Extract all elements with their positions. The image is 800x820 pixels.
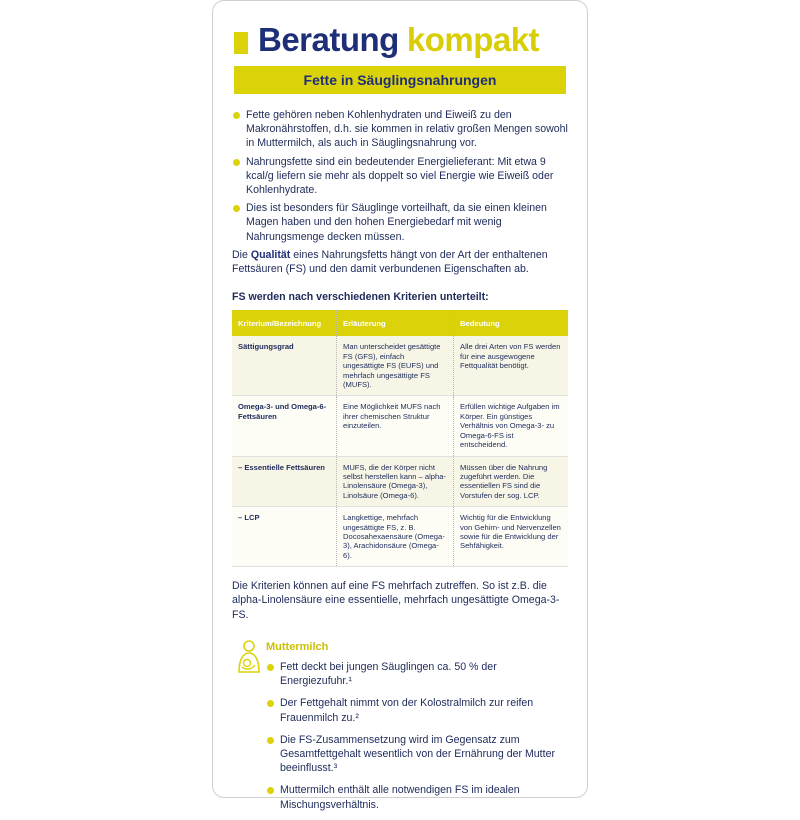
table-cell: Wichtig für die Entwicklung von Gehirn- und Nervenzellen sowie für die Entwicklung der Sehfähigkeit.	[454, 507, 569, 567]
table-cell: Omega-3- und Omega-6-Fettsäuren	[232, 396, 337, 456]
table-cell: Eine Möglichkeit MUFS nach ihrer chemischen Struktur einzuteilen.	[337, 396, 454, 456]
table-cell: – Essentielle Fettsäuren	[232, 456, 337, 507]
list-item	[266, 660, 568, 688]
table-cell: – LCP	[232, 507, 337, 567]
bullet-dot-icon	[267, 664, 274, 671]
table-heading: FS werden nach verschiedenen Kriterien unterteilt:	[232, 291, 489, 304]
list-item	[266, 733, 568, 776]
bullet-text: Dies ist besonders für Säuglinge vorteilhaft, da sie einen kleinen Magen haben und den hohen Energiebedarf mit wenig Nahrungsmenge decken müssen.	[246, 202, 547, 243]
quality-bold: Qualität	[250, 248, 291, 261]
bullet-dot-icon	[267, 700, 274, 707]
bullet-text: Der Fettgehalt nimmt von der Kolostralmilch zur reifen Frauenmilch zu.²	[280, 697, 534, 724]
bullet-dot-icon	[233, 205, 240, 212]
column-header: Bedeutung	[454, 310, 569, 336]
quality-pre: Die	[232, 248, 251, 261]
table-cell: Alle drei Arten von FS werden für eine ausgewogene Fettqualität benötigt.	[454, 336, 569, 396]
mother-baby-icon	[236, 640, 262, 674]
table-row	[232, 456, 568, 507]
bullet-text: Nahrungsfette sind ein bedeutender Energielieferant: Mit etwa 9 kcal/g liefern sie mehr als doppelt so viel Energie wie Eiweiß oder Kohlenhydrate.	[246, 155, 554, 197]
table-cell: Langkettige, mehrfach ungesättigte FS, z. B. Docosahexaensäure (Omega-3), Arachidonsäure (Omega-6).	[337, 507, 454, 567]
table-cell: Erfüllen wichtige Aufgaben im Körper. Ein günstiges Verhältnis von Omega-3- zu Omega-6-FS ist entscheidend.	[454, 396, 569, 456]
list-item	[232, 155, 568, 198]
bullet-dot-icon	[267, 787, 274, 794]
muttermilch-bullet-list	[266, 660, 568, 812]
column-header: Erläuterung	[337, 310, 454, 336]
table-row	[232, 507, 568, 567]
table-cell: MUFS, die der Körper nicht selbst herstellen kann – alpha-Linolensäure (Omega-3), Linolsäure (Omega-6).	[337, 456, 454, 507]
table-cell: Müssen über die Nahrung zugeführt werden. Die essentiellen FS sind die Vorstufen der sog. LCP.	[454, 456, 569, 507]
column-header: Kriterium/Bezeichnung	[232, 310, 337, 336]
list-item	[232, 201, 568, 244]
list-item	[266, 783, 568, 811]
quality-paragraph	[232, 248, 568, 276]
page-title	[234, 18, 539, 62]
subtitle-bar: Fette in Säuglingsnahrungen	[234, 66, 566, 94]
list-item	[232, 108, 568, 151]
bullet-dot-icon	[267, 737, 274, 744]
table-row	[232, 396, 568, 456]
bullet-text: Muttermilch enthält alle notwendigen FS im idealen Mischungsverhältnis.	[280, 784, 520, 811]
content	[232, 108, 568, 820]
bullet-text: Fett deckt bei jungen Säuglingen ca. 50 % der Energiezufuhr.¹	[280, 660, 497, 688]
list-item	[266, 696, 568, 724]
table-cell: Sättigungsgrad	[232, 336, 337, 396]
title-word-beratung: Beratung	[258, 21, 399, 58]
bullet-dot-icon	[233, 159, 240, 166]
table-row	[232, 336, 568, 396]
criteria-note: Die Kriterien können auf eine FS mehrfach zutreffen. So ist z.B. die alpha-Linolensäure eine essentielle, mehrfach ungesättigte Omega-3-FS.	[232, 580, 560, 621]
bullet-dot-icon	[233, 112, 240, 119]
intro-bullet-list	[232, 108, 568, 244]
quality-post: eines Nahrungsfetts hängt von der Art der enthaltenen Fettsäuren (FS) und den damit verbundenen Eigenschaften ab.	[232, 248, 548, 276]
title-square-icon	[234, 32, 248, 54]
bullet-text: Die FS-Zusammensetzung wird im Gegensatz zum Gesamtfettgehalt wesentlich von der Ernährung der Mutter beeinflusst.³	[280, 733, 555, 775]
muttermilch-heading: Muttermilch	[266, 640, 329, 653]
title-word-kompakt: kompakt	[406, 21, 540, 58]
fatty-acid-table	[232, 310, 568, 567]
table-cell: Man unterscheidet gesättigte FS (GFS), einfach ungesättigte FS (EUFS) und mehrfach ungesättigte FS (MUFS).	[337, 336, 454, 396]
muttermilch-section	[232, 640, 568, 812]
bullet-text: Fette gehören neben Kohlenhydraten und Eiweiß zu den Makronährstoffen, d.h. sie kommen in relativ großen Mengen sowohl in Muttermilch, als auch in Säuglingsnahrung vor.	[246, 109, 568, 150]
table-header-row	[232, 310, 568, 336]
